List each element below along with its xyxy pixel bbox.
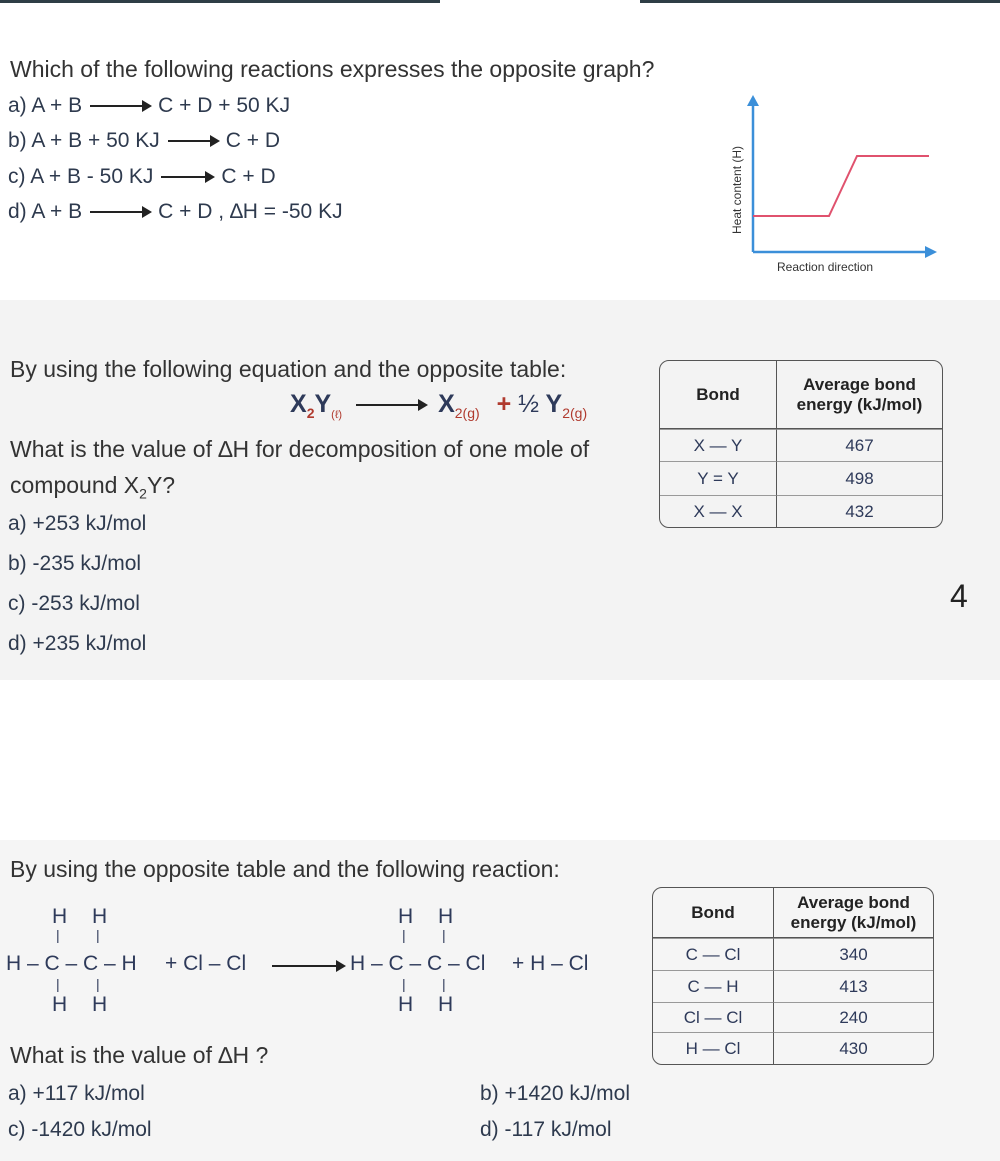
table-row: Y = Y 498: [660, 461, 942, 495]
q3-option-c[interactable]: c) -1420 kJ/mol: [8, 1118, 152, 1141]
arrow-icon: [90, 211, 150, 213]
table-row: X — X 432: [660, 495, 942, 527]
arrow-icon: [168, 140, 218, 142]
bond-line: |: [96, 927, 100, 943]
reactant-cl2: + Cl – Cl: [165, 952, 247, 975]
arrow-icon: [356, 404, 426, 406]
h-atom: H: [398, 905, 414, 928]
q3-option-a[interactable]: a) +117 kJ/mol: [8, 1082, 145, 1105]
arrow-icon: [161, 176, 213, 178]
q2-equation: $X_2Y_{(\ell)}$ $X_{2(g)}$ + ½ $Y_{2(g)}$: [290, 390, 588, 421]
product-main: H – C – C – Cl: [350, 952, 486, 975]
q2-bond-table: [659, 360, 943, 528]
top-border: [0, 0, 1000, 8]
q2-option-a[interactable]: a) +253 kJ/mol: [8, 512, 147, 535]
q2-option-d[interactable]: d) +235 kJ/mol: [8, 632, 147, 655]
table-row: Cl — Cl 240: [653, 1002, 933, 1032]
bond-line: |: [96, 976, 100, 992]
h-atom: H: [438, 993, 454, 1016]
q1-option-a[interactable]: a) A + B C + D + 50 KJ: [8, 94, 291, 117]
bond-line: |: [402, 976, 406, 992]
q3-bond-table: [652, 887, 934, 1065]
bond-line: |: [442, 976, 446, 992]
q2-option-c[interactable]: c) -253 kJ/mol: [8, 592, 140, 615]
table-header-bond: Bond: [660, 361, 776, 429]
energy-graph: [715, 92, 955, 282]
q3-reaction: [0, 905, 640, 1016]
x-axis-label: Reaction direction: [777, 260, 874, 274]
h-atom: H: [52, 993, 68, 1016]
bond-line: |: [56, 976, 60, 992]
table-row: C — Cl 340: [653, 938, 933, 970]
q2-question-line1: What is the value of ∆H for decomposition of one mole of: [10, 436, 590, 462]
q1-option-b[interactable]: b) A + B + 50 KJ C + D: [8, 129, 281, 152]
table-row: H — Cl 430: [653, 1032, 933, 1064]
q1-question: Which of the following reactions expresses the opposite graph?: [10, 56, 655, 82]
bond-line: |: [402, 927, 406, 943]
table-header-energy: Average bond energy (kJ/mol): [776, 361, 942, 429]
q3-option-d[interactable]: d) -117 kJ/mol: [480, 1118, 612, 1141]
h-atom: H: [92, 993, 108, 1016]
h-atom: H: [398, 993, 414, 1016]
y-axis-arrow-icon: [747, 95, 759, 106]
table-row: X — Y 467: [660, 429, 942, 461]
q1-option-d[interactable]: d) A + B C + D , ∆H = -50 KJ: [8, 200, 343, 223]
q3-question: What is the value of ∆H ?: [10, 1042, 269, 1068]
h-atom: H: [92, 905, 108, 928]
table-header-energy: Average bond energy (kJ/mol): [773, 888, 933, 938]
table-header-bond: Bond: [653, 888, 773, 938]
reactant-main: H – C – C – H: [6, 952, 137, 975]
page-number: 4: [950, 578, 968, 614]
q2-option-b[interactable]: b) -235 kJ/mol: [8, 552, 142, 575]
x-axis-arrow-icon: [925, 246, 937, 258]
bond-line: |: [56, 927, 60, 943]
h-atom: H: [52, 905, 68, 928]
q2-intro: By using the following equation and the opposite table:: [10, 356, 567, 382]
y-axis-label: Heat content (H): [730, 145, 744, 234]
table-row: C — H 413: [653, 970, 933, 1002]
product-hcl: + H – Cl: [512, 952, 589, 975]
bond-line: |: [442, 927, 446, 943]
h-atom: H: [438, 905, 454, 928]
q3-option-b[interactable]: b) +1420 kJ/mol: [480, 1082, 631, 1105]
arrow-icon: [272, 965, 344, 967]
arrow-icon: [90, 105, 150, 107]
q2-question-line2: compound $X_2Y$?: [10, 472, 176, 502]
energy-line: [753, 156, 929, 216]
q3-intro: By using the opposite table and the following reaction:: [10, 856, 560, 882]
q1-option-c[interactable]: c) A + B - 50 KJ C + D: [8, 165, 276, 188]
